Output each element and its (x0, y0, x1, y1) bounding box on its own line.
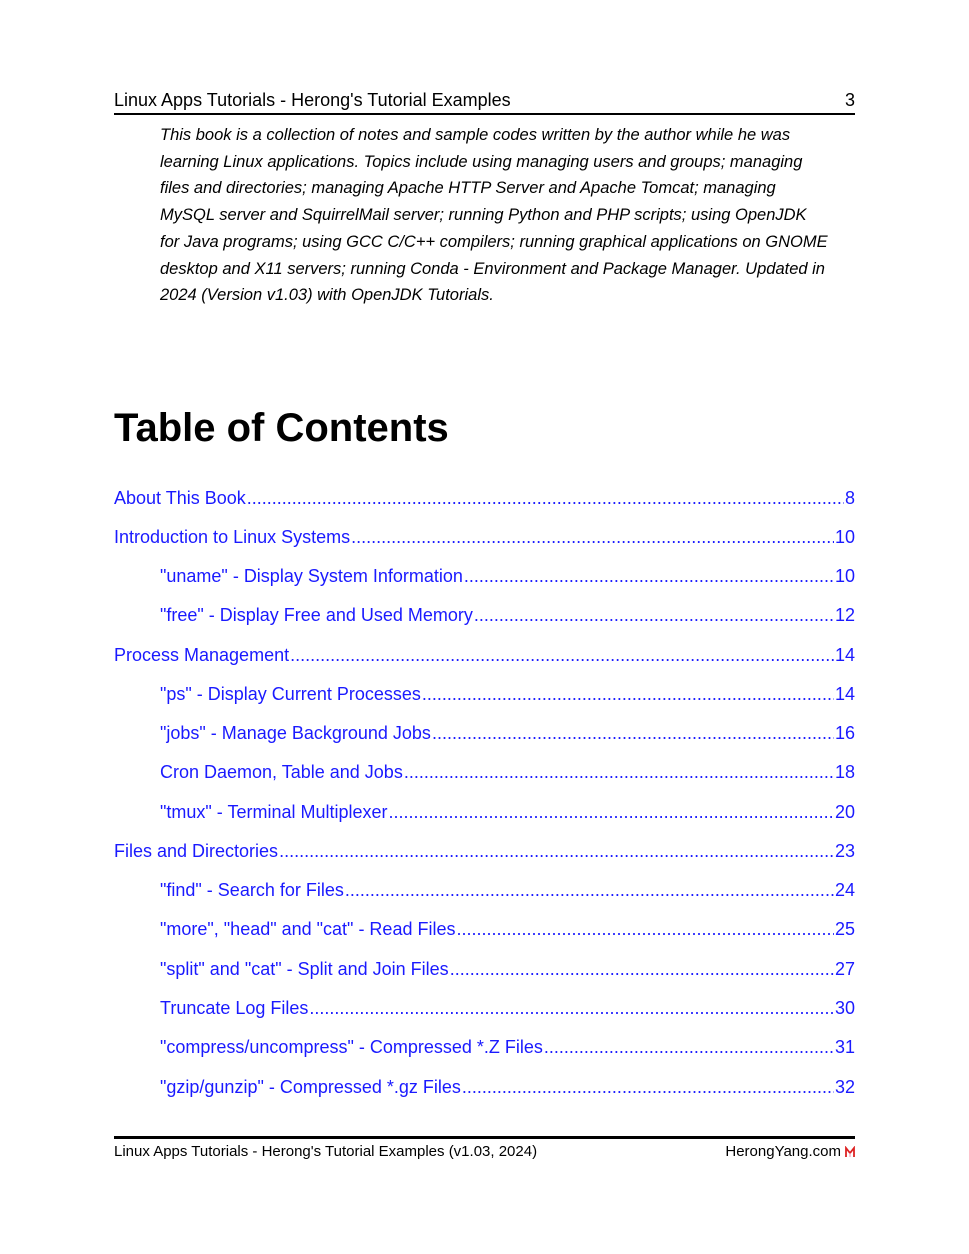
toc-leader-dots (309, 996, 834, 1020)
toc-entry-free[interactable] (160, 603, 855, 627)
toc-entry-compress[interactable] (160, 1035, 855, 1059)
header-title: Linux Apps Tutorials - Herong's Tutorial Examples (114, 90, 511, 110)
toc-leader-dots (351, 525, 834, 549)
footer-book-info: Linux Apps Tutorials - Herong's Tutorial Examples (v1.03, 2024) (114, 1143, 538, 1160)
toc-entry-about-this-book[interactable] (114, 486, 855, 510)
page-footer (114, 1136, 855, 1160)
toc-leader-dots (404, 760, 834, 784)
toc-entry-gzip[interactable] (160, 1075, 855, 1099)
toc-leader-dots (462, 1075, 834, 1099)
toc-title: Table of Contents (114, 406, 449, 450)
site-logo-icon (845, 1146, 855, 1158)
toc-entry-label: "compress/uncompress" - Compressed *.Z Files (160, 1037, 543, 1057)
toc-entry-label: "tmux" - Terminal Multiplexer (160, 802, 388, 822)
toc-entry-page: 27 (834, 959, 855, 979)
toc-entry-page: 16 (834, 723, 855, 743)
toc-entry-label: "find" - Search for Files (160, 880, 344, 900)
toc-entry-label: Introduction to Linux Systems (114, 527, 351, 547)
toc-entry-page: 20 (834, 802, 855, 822)
abstract-line: This book is a collection of notes and sample codes written by the author while he was (160, 126, 791, 144)
header-page-number: 3 (844, 90, 855, 110)
abstract-line: learning Linux applications. Topics include using managing users and groups; managing (160, 152, 803, 171)
toc-leader-dots (422, 682, 834, 706)
toc-entry-split-cat[interactable] (160, 957, 855, 981)
toc-entry-label: About This Book (114, 488, 246, 508)
toc-leader-dots (544, 1035, 834, 1059)
toc-entry-page: 25 (834, 919, 855, 939)
toc-leader-dots (345, 878, 834, 902)
footer-site-name: HerongYang.com (725, 1143, 841, 1160)
footer-site (725, 1143, 855, 1160)
abstract-line: files and directories; managing Apache HTTP Server and Apache Tomcat; managing (160, 179, 776, 198)
toc-entry-label: "split" and "cat" - Split and Join Files (160, 959, 449, 979)
toc-leader-dots (389, 800, 834, 824)
abstract-line: MySQL server and SquirrelMail server; running Python and PHP scripts; using OpenJDK (160, 206, 807, 225)
toc-leader-dots (247, 486, 844, 510)
toc-leader-dots (290, 643, 834, 667)
toc-entry-label: "more", "head" and "cat" - Read Files (160, 919, 456, 939)
toc-entry-page: 14 (834, 645, 855, 665)
toc-entry-cron[interactable] (160, 760, 855, 784)
toc-entry-page: 10 (834, 527, 855, 547)
toc-leader-dots (432, 721, 834, 745)
toc-leader-dots (464, 564, 834, 588)
toc-entry-process-management[interactable] (114, 643, 855, 667)
toc-leader-dots (474, 603, 834, 627)
abstract-line: 2024 (Version v1.03) with OpenJDK Tutorials. (160, 286, 494, 305)
toc-entry-truncate-log[interactable] (160, 996, 855, 1020)
toc-entry-page: 30 (834, 998, 855, 1018)
toc-entry-ps[interactable] (160, 682, 855, 706)
toc-leader-dots (456, 917, 833, 941)
toc-entry-label: Files and Directories (114, 841, 279, 861)
toc-entry-page: 23 (834, 841, 855, 861)
toc-leader-dots (279, 839, 834, 863)
toc-entry-page: 12 (834, 605, 855, 625)
toc-entry-label: Truncate Log Files (160, 998, 309, 1018)
toc-entry-page: 18 (834, 762, 855, 782)
toc-entry-page: 31 (834, 1037, 855, 1057)
toc-entry-uname[interactable] (160, 564, 855, 588)
toc-entry-tmux[interactable] (160, 800, 855, 824)
toc-entry-label: "free" - Display Free and Used Memory (160, 605, 473, 625)
toc-entry-files-and-directories[interactable] (114, 839, 855, 863)
toc-entry-label: "uname" - Display System Information (160, 566, 463, 586)
toc-entry-introduction[interactable] (114, 525, 855, 549)
toc-entry-page: 10 (834, 566, 855, 586)
toc-entry-label: Cron Daemon, Table and Jobs (160, 762, 403, 782)
toc-entry-more-head-cat[interactable] (160, 917, 855, 941)
toc-entry-label: Process Management (114, 645, 290, 665)
toc-leader-dots (450, 957, 834, 981)
abstract-line: desktop and X11 servers; running Conda - Environment and Package Manager. Updated in (160, 259, 825, 278)
toc-entry-page: 14 (834, 684, 855, 704)
toc-entry-jobs[interactable] (160, 721, 855, 745)
toc-entry-page: 8 (844, 488, 855, 508)
toc-entry-label: "ps" - Display Current Processes (160, 684, 421, 704)
abstract-line: for Java programs; using GCC C/C++ compilers; running graphical applications on GNOME (160, 232, 828, 251)
toc-entry-find[interactable] (160, 878, 855, 902)
toc-entry-page: 32 (834, 1077, 855, 1097)
toc-entry-label: "gzip/gunzip" - Compressed *.gz Files (160, 1077, 461, 1097)
toc-entry-label: "jobs" - Manage Background Jobs (160, 723, 431, 743)
toc-entry-page: 24 (834, 880, 855, 900)
